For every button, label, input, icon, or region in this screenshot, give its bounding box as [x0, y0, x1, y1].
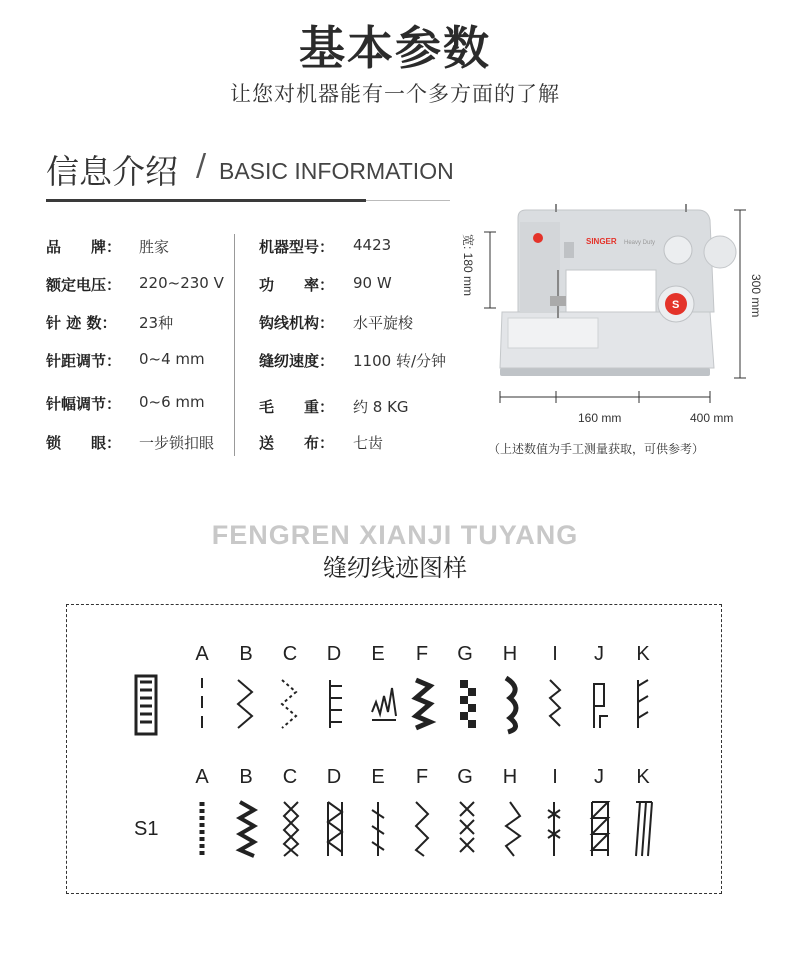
spec-label-speed: 缝纫速度：	[259, 352, 335, 370]
s1-stitch-b-icon	[240, 802, 254, 856]
stitch-row-2	[180, 796, 670, 862]
s1-stitch-f-icon	[416, 802, 428, 856]
stitch-i-icon	[550, 680, 560, 726]
spec-value-hook: 水平旋梭	[353, 314, 414, 332]
s1-stitch-j-icon	[592, 802, 608, 856]
s1-stitch-k-icon	[636, 802, 652, 856]
row1-letter-c: C	[282, 643, 298, 665]
s1-stitch-c-icon	[284, 802, 298, 856]
section-watermark: FENGREN XIANJI TUYANG	[211, 520, 579, 550]
row1-letter-h: H	[502, 643, 518, 665]
dim-label-right: 300 mm	[749, 274, 763, 318]
spec-label-stitch-width: 针幅调节：	[46, 395, 122, 413]
s1-stitch-g-icon	[460, 802, 474, 852]
stitch-d-icon	[330, 680, 342, 728]
spec-label-feed: 送 布：	[259, 434, 335, 452]
spec-value-buttonhole: 一步锁扣眼	[139, 434, 215, 452]
spec-label-voltage: 额定电压：	[46, 276, 122, 294]
spec-value-weight: 约 8 KG	[353, 398, 409, 416]
row2-letter-g: G	[457, 766, 473, 788]
section-heading-separator: /	[196, 148, 207, 183]
stitch-g-icon	[460, 680, 476, 728]
spec-value-stitch-count: 23种	[139, 314, 174, 332]
row2-letter-f: F	[415, 766, 429, 788]
spec-value-power: 90 W	[353, 274, 392, 292]
s1-stitch-i-icon	[548, 802, 560, 856]
stitch-f-icon	[416, 680, 430, 728]
row2-prefix-label: S1	[134, 818, 159, 840]
row1-letter-b: B	[239, 643, 253, 665]
spec-value-stitch-length: 0~4 mm	[139, 350, 205, 368]
row1-letter-g: G	[457, 643, 473, 665]
dim-label-bottom-mid: 160 mm	[578, 411, 622, 425]
buttonhole-stitch-icon	[136, 676, 156, 734]
row1-letter-a: A	[195, 643, 209, 665]
row1-letter-i: I	[552, 643, 558, 665]
row1-letter-f: F	[415, 643, 429, 665]
section-underline	[46, 199, 366, 202]
stitch-b-icon	[238, 680, 252, 728]
s1-stitch-h-icon	[506, 802, 520, 856]
row2-letter-i: I	[552, 766, 558, 788]
s1-stitch-e-icon	[372, 802, 384, 856]
spec-label-stitch-count: 针 迹 数：	[46, 314, 117, 332]
machine-brand-text: SINGER	[586, 237, 617, 246]
row1-letter-k: K	[636, 643, 650, 665]
sewing-machine-illustration	[460, 200, 790, 470]
stitch-e-icon	[372, 688, 396, 720]
row2-letter-b: B	[239, 766, 253, 788]
section-underline-light	[366, 200, 450, 201]
row2-letter-d: D	[326, 766, 342, 788]
stitch-section-heading: 缝纫线迹图样	[323, 554, 467, 582]
hand-wheel	[704, 236, 736, 268]
measurement-note: （上述数值为手工测量获取，可供参考）	[488, 442, 705, 456]
section-heading-en: BASIC INFORMATION	[219, 158, 454, 184]
stitch-c-icon	[282, 680, 296, 728]
stitch-h-icon	[506, 678, 516, 732]
column-divider	[234, 234, 235, 456]
page-subtitle: 让您对机器能有一个多方面的了解	[230, 82, 560, 106]
row1-letter-j: J	[594, 643, 604, 665]
stitch-k-icon	[638, 680, 648, 728]
spec-label-stitch-length: 针距调节：	[46, 352, 122, 370]
row1-letter-e: E	[371, 643, 385, 665]
spec-label-power: 功 率：	[259, 276, 335, 294]
spec-value-feed: 七齿	[353, 434, 384, 452]
spec-label-weight: 毛 重：	[259, 398, 335, 416]
stitch-j-icon	[594, 684, 608, 728]
spec-value-model: 4423	[353, 236, 392, 254]
row2-letter-h: H	[502, 766, 518, 788]
presser-foot	[550, 296, 566, 306]
machine-base-shadow	[500, 368, 710, 376]
spec-value-speed: 1100 转/分钟	[353, 352, 446, 370]
page-title: 基本参数	[299, 21, 491, 75]
spec-value-voltage: 220~230 V	[139, 274, 224, 292]
spec-label-model: 机器型号：	[259, 238, 335, 256]
stitch-row-1	[130, 672, 670, 738]
row1-letter-d: D	[326, 643, 342, 665]
row2-letter-j: J	[594, 766, 604, 788]
row2-letter-a: A	[195, 766, 209, 788]
stitch-length-dial	[664, 236, 692, 264]
section-heading-cn: 信息介绍	[46, 152, 178, 191]
pattern-selector-logo-letter: S	[672, 299, 680, 311]
dim-label-left: 宽: 180 mm	[461, 234, 475, 297]
dim-label-bottom-right: 400 mm	[690, 411, 734, 425]
machine-free-arm	[508, 318, 598, 348]
thread-guide	[564, 242, 574, 258]
s1-stitch-d-icon	[328, 802, 342, 856]
spec-value-stitch-width: 0~6 mm	[139, 393, 205, 411]
machine-model-text: Heavy Duty	[624, 240, 656, 246]
row2-letter-k: K	[636, 766, 650, 788]
row2-letter-c: C	[282, 766, 298, 788]
spec-label-brand: 品 牌：	[46, 238, 122, 256]
spec-label-buttonhole: 锁 眼：	[46, 434, 122, 452]
row2-letter-e: E	[371, 766, 385, 788]
spec-label-hook: 钩线机构：	[259, 314, 335, 332]
spec-value-brand: 胜家	[139, 238, 170, 256]
machine-top-logo-icon	[533, 233, 543, 243]
